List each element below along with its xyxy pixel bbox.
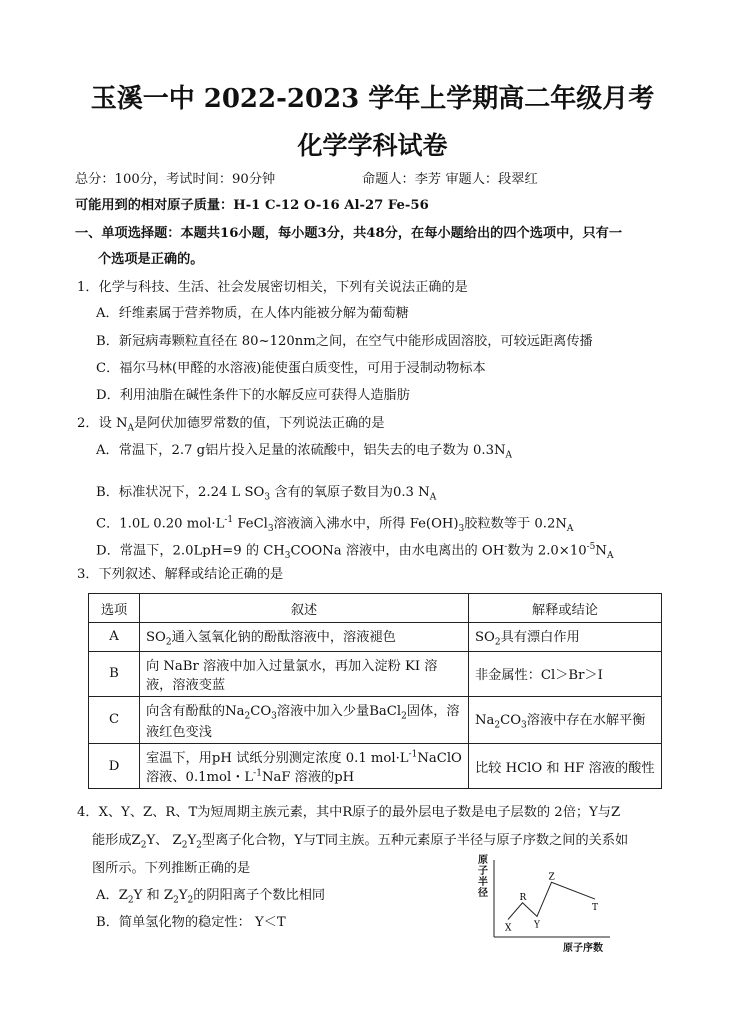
q2-option-b: B．标准状况下，2.24 L $SO_3$ 含有的氧原子数目为0.3 $N_A$ (96, 485, 437, 503)
point-label-z: Z (548, 872, 555, 883)
section1-heading-cont: 个选项是正确的。 (98, 252, 204, 267)
q2-option-d: D．常温下，2.0LpH=9 的 $CH_3COONa$ 溶液中，由水电离出的 OH-数为 $2.0\times 10^{-5}N_A$ (96, 542, 614, 562)
description-cell: 向含有酚酞的$Na_2CO_3$溶液中加入少量BaCl$_2$固体，溶液红色变浅 (140, 696, 469, 744)
conclusion-cell: 比较 HClO 和 HF 溶液的酸性 (469, 744, 662, 789)
table-header: 选项 (89, 594, 140, 623)
option-cell: A (89, 623, 140, 652)
q4-stem-cont: 能形成$Z_2Y$、 $Z_2Y_2$型离子化合物，Y与T同主族。五种元素原子半径与原子序数之间的关系如 (92, 833, 629, 851)
description-cell: $SO_2$通入氢氧化钠的酚酞溶液中，溶液褪色 (140, 623, 469, 652)
table-header: 解释或结论 (469, 594, 662, 623)
point-label-y: Y (534, 920, 540, 931)
exam-subtitle: 化学学科试卷 (297, 131, 448, 160)
q3-table (88, 593, 662, 789)
option-cell: D (89, 744, 140, 789)
q2-stem: 2．设 $N_A$是阿伏加德罗常数的值，下列说法正确的是 (77, 416, 385, 434)
table-row (89, 651, 662, 696)
atomic-masses: 可能用到的相对原子质量：H-1 C-12 O-16 Al-27 Fe-56 (75, 198, 429, 213)
section1-heading: 一、单项选择题：本题共16小题，每小题3分，共48分，在每小题给出的四个选项中，只有一 (75, 226, 623, 241)
radius-graph (470, 855, 620, 955)
point-label-x: X (505, 923, 512, 934)
option-cell: C (89, 696, 140, 744)
exam-title: 玉溪一中 2022-2023 学年上学期高二年级月考 (90, 84, 655, 114)
q4-stem-cont2: 图所示。下列推断正确的是 (92, 861, 251, 876)
exam-authors: 命题人：李芳 审题人：段翠红 (362, 172, 538, 187)
graph-ylabel: 原子半径 (478, 855, 488, 899)
q1-option-b: B．新冠病毒颗粒直径在 80~120nm之间，在空气中能形成固溶胶，可较远距离传播 (96, 334, 593, 349)
conclusion-cell: 非金属性：Cl＞Br＞I (469, 651, 662, 696)
graph-plot (470, 855, 620, 945)
q1-option-a: A．纤维素属于营养物质，在人体内能被分解为葡萄糖 (96, 306, 409, 321)
table-row (89, 744, 662, 789)
option-cell: B (89, 651, 140, 696)
q2-option-a: A．常温下，2.7 g铝片投入足量的浓硫酸中，铝失去的电子数为 $0.3N_A$ (96, 443, 513, 461)
table-row (89, 623, 662, 652)
exam-info: 总分：100分，考试时间：90分钟 (75, 172, 276, 187)
table-header: 叙述 (140, 594, 469, 623)
conclusion-cell: $SO_2$具有漂白作用 (469, 623, 662, 652)
q2-option-c: C．1.0L 0.20 $mol\cdot L^{-1}$ FeCl$_3$溶液滴入沸水中，所得 $Fe(OH)_3$胶粒数等于 $0.2N_A$ (96, 515, 574, 535)
q4-option-b: B．简单氢化物的稳定性： Y＜T (96, 915, 286, 930)
q4-option-a: A．$Z_2Y$ 和 $Z_2Y_2$的阴阳离子个数比相同 (96, 888, 326, 906)
graph-xlabel: 原子序数 (563, 943, 603, 954)
table-header-row (89, 594, 662, 623)
q1-stem: 1．化学与科技、生活、社会发展密切相关，下列有关说法正确的是 (77, 280, 468, 295)
q4-stem: 4．X、Y、Z、R、T为短周期主族元素，其中R原子的最外层电子数是电子层数的 2倍；Y与Z (77, 805, 621, 820)
description-cell: 向 NaBr 溶液中加入过量氯水，再加入淀粉 KI 溶液，溶液变蓝 (140, 651, 469, 696)
q1-option-c: C．福尔马林(甲醛的水溶液)能使蛋白质变性，可用于浸制动物标本 (96, 361, 486, 376)
description-cell: 室温下，用pH 试纸分别测定浓度 0.1 $mol\cdot L^{-1}NaClO$ 溶液、0.1mol・$L^{-1}NaF$ 溶液的pH (140, 744, 469, 789)
q3-stem: 3．下列叙述、解释或结论正确的是 (77, 567, 284, 582)
q1-option-d: D．利用油脂在碱性条件下的水解反应可获得人造脂肪 (96, 388, 410, 403)
point-label-t: T (592, 903, 599, 914)
point-label-r: R (519, 892, 527, 903)
table-row (89, 696, 662, 744)
conclusion-cell: $Na_2CO_3$溶液中存在水解平衡 (469, 696, 662, 744)
